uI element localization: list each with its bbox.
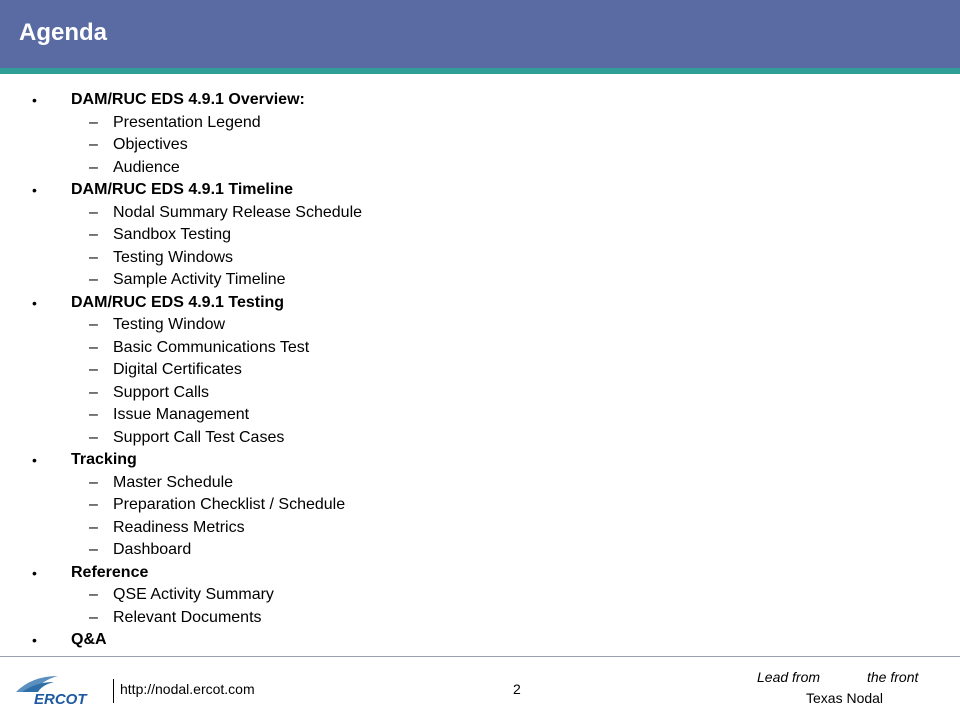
agenda-subitem: [0, 134, 900, 157]
agenda-subitem-label: QSE Activity Summary: [113, 586, 274, 603]
agenda-list: [0, 89, 900, 652]
agenda-section: [0, 449, 900, 472]
ercot-logo: [14, 670, 104, 710]
agenda-subitem: [0, 404, 900, 427]
dash-icon: –: [89, 383, 98, 401]
agenda-subitem: [0, 539, 900, 562]
agenda-subitem: [0, 247, 900, 270]
agenda-subitem: [0, 202, 900, 225]
agenda-subitem-label: Audience: [113, 158, 180, 176]
agenda-section-label: DAM/RUC EDS 4.9.1 Timeline: [71, 181, 293, 198]
footer-divider: [0, 656, 960, 657]
agenda-section: [0, 562, 900, 585]
dash-icon: –: [89, 428, 98, 446]
dash-icon: –: [89, 406, 98, 423]
agenda-subitem-label: Readiness Metrics: [113, 518, 245, 536]
dash-icon: –: [89, 248, 98, 266]
agenda-subitem-label: Relevant Documents: [113, 608, 262, 626]
agenda-subitem: [0, 607, 900, 630]
slide-title: Agenda: [19, 19, 108, 46]
agenda-subitem-label: Support Calls: [113, 383, 210, 401]
agenda-subitem-label: Sample Activity Timeline: [113, 271, 286, 288]
dash-icon: –: [89, 473, 98, 491]
logo-wordmark: ERCOT: [34, 691, 87, 708]
agenda-subitem: [0, 157, 900, 180]
agenda-subitem-label: Issue Management: [113, 406, 250, 423]
footer-url[interactable]: http://nodal.ercot.com: [120, 681, 255, 697]
bullet-icon: •: [32, 452, 37, 468]
agenda-subitem: [0, 359, 900, 382]
agenda-subitem-label: Testing Window: [113, 316, 226, 333]
agenda-subitem: [0, 517, 900, 540]
agenda-subitem-label: Presentation Legend: [113, 113, 261, 131]
agenda-subitem: [0, 112, 900, 135]
agenda-section-label: Tracking: [71, 451, 137, 468]
bullet-icon: •: [32, 632, 37, 648]
agenda-subitem-label: Preparation Checklist / Schedule: [113, 496, 346, 513]
agenda-subitem-label: Dashboard: [113, 541, 192, 558]
agenda-subitem-label: Support Call Test Cases: [113, 428, 285, 446]
footer-subtitle: Texas Nodal: [806, 690, 884, 706]
agenda-subitem-label: Master Schedule: [113, 473, 234, 491]
dash-icon: –: [89, 541, 98, 558]
agenda-subitem-label: Digital Certificates: [113, 361, 242, 378]
dash-icon: –: [89, 608, 98, 626]
dash-icon: –: [89, 226, 98, 243]
dash-icon: –: [89, 203, 98, 221]
page-number: 2: [513, 681, 521, 697]
bullet-icon: •: [32, 182, 37, 198]
dash-icon: –: [89, 113, 98, 131]
tagline-lead-from: Lead from: [757, 669, 821, 685]
agenda-subitem: [0, 269, 900, 292]
agenda-subitem: [0, 427, 900, 450]
agenda-subitem: [0, 314, 900, 337]
dash-icon: –: [89, 338, 98, 356]
agenda-subitem: [0, 382, 900, 405]
agenda-subitem-label: Nodal Summary Release Schedule: [113, 203, 363, 221]
agenda-subitem: [0, 584, 900, 607]
agenda-subitem-label: Basic Communications Test: [113, 338, 310, 356]
agenda-subitem: [0, 224, 900, 247]
agenda-section-label: DAM/RUC EDS 4.9.1 Testing: [71, 293, 285, 311]
agenda-subitem-label: Objectives: [113, 136, 188, 153]
agenda-section-label: DAM/RUC EDS 4.9.1 Overview:: [71, 91, 305, 108]
agenda-subitem: [0, 472, 900, 495]
dash-icon: –: [89, 158, 98, 176]
dash-icon: –: [89, 136, 98, 153]
agenda-section-label: Q&A: [71, 631, 107, 648]
bullet-icon: •: [32, 92, 37, 108]
dash-icon: –: [89, 316, 98, 333]
bullet-icon: •: [32, 294, 37, 311]
agenda-section: [0, 292, 900, 315]
dash-icon: –: [89, 271, 98, 288]
title-bar-stripe: [0, 68, 960, 74]
agenda-section: [0, 629, 900, 652]
agenda-section: [0, 179, 900, 202]
agenda-section-label: Reference: [71, 563, 149, 581]
dash-icon: –: [89, 496, 98, 513]
dash-icon: –: [89, 361, 98, 378]
dash-icon: –: [89, 518, 98, 536]
agenda-subitem: [0, 494, 900, 517]
agenda-section: [0, 89, 900, 112]
dash-icon: –: [89, 586, 98, 603]
bullet-icon: •: [32, 564, 37, 581]
agenda-subitem: [0, 337, 900, 360]
title-bar: [0, 0, 960, 68]
agenda-subitem-label: Testing Windows: [113, 248, 234, 266]
agenda-subitem-label: Sandbox Testing: [113, 226, 232, 243]
tagline-the-front: the front: [867, 669, 919, 685]
footer-separator: [113, 679, 114, 703]
